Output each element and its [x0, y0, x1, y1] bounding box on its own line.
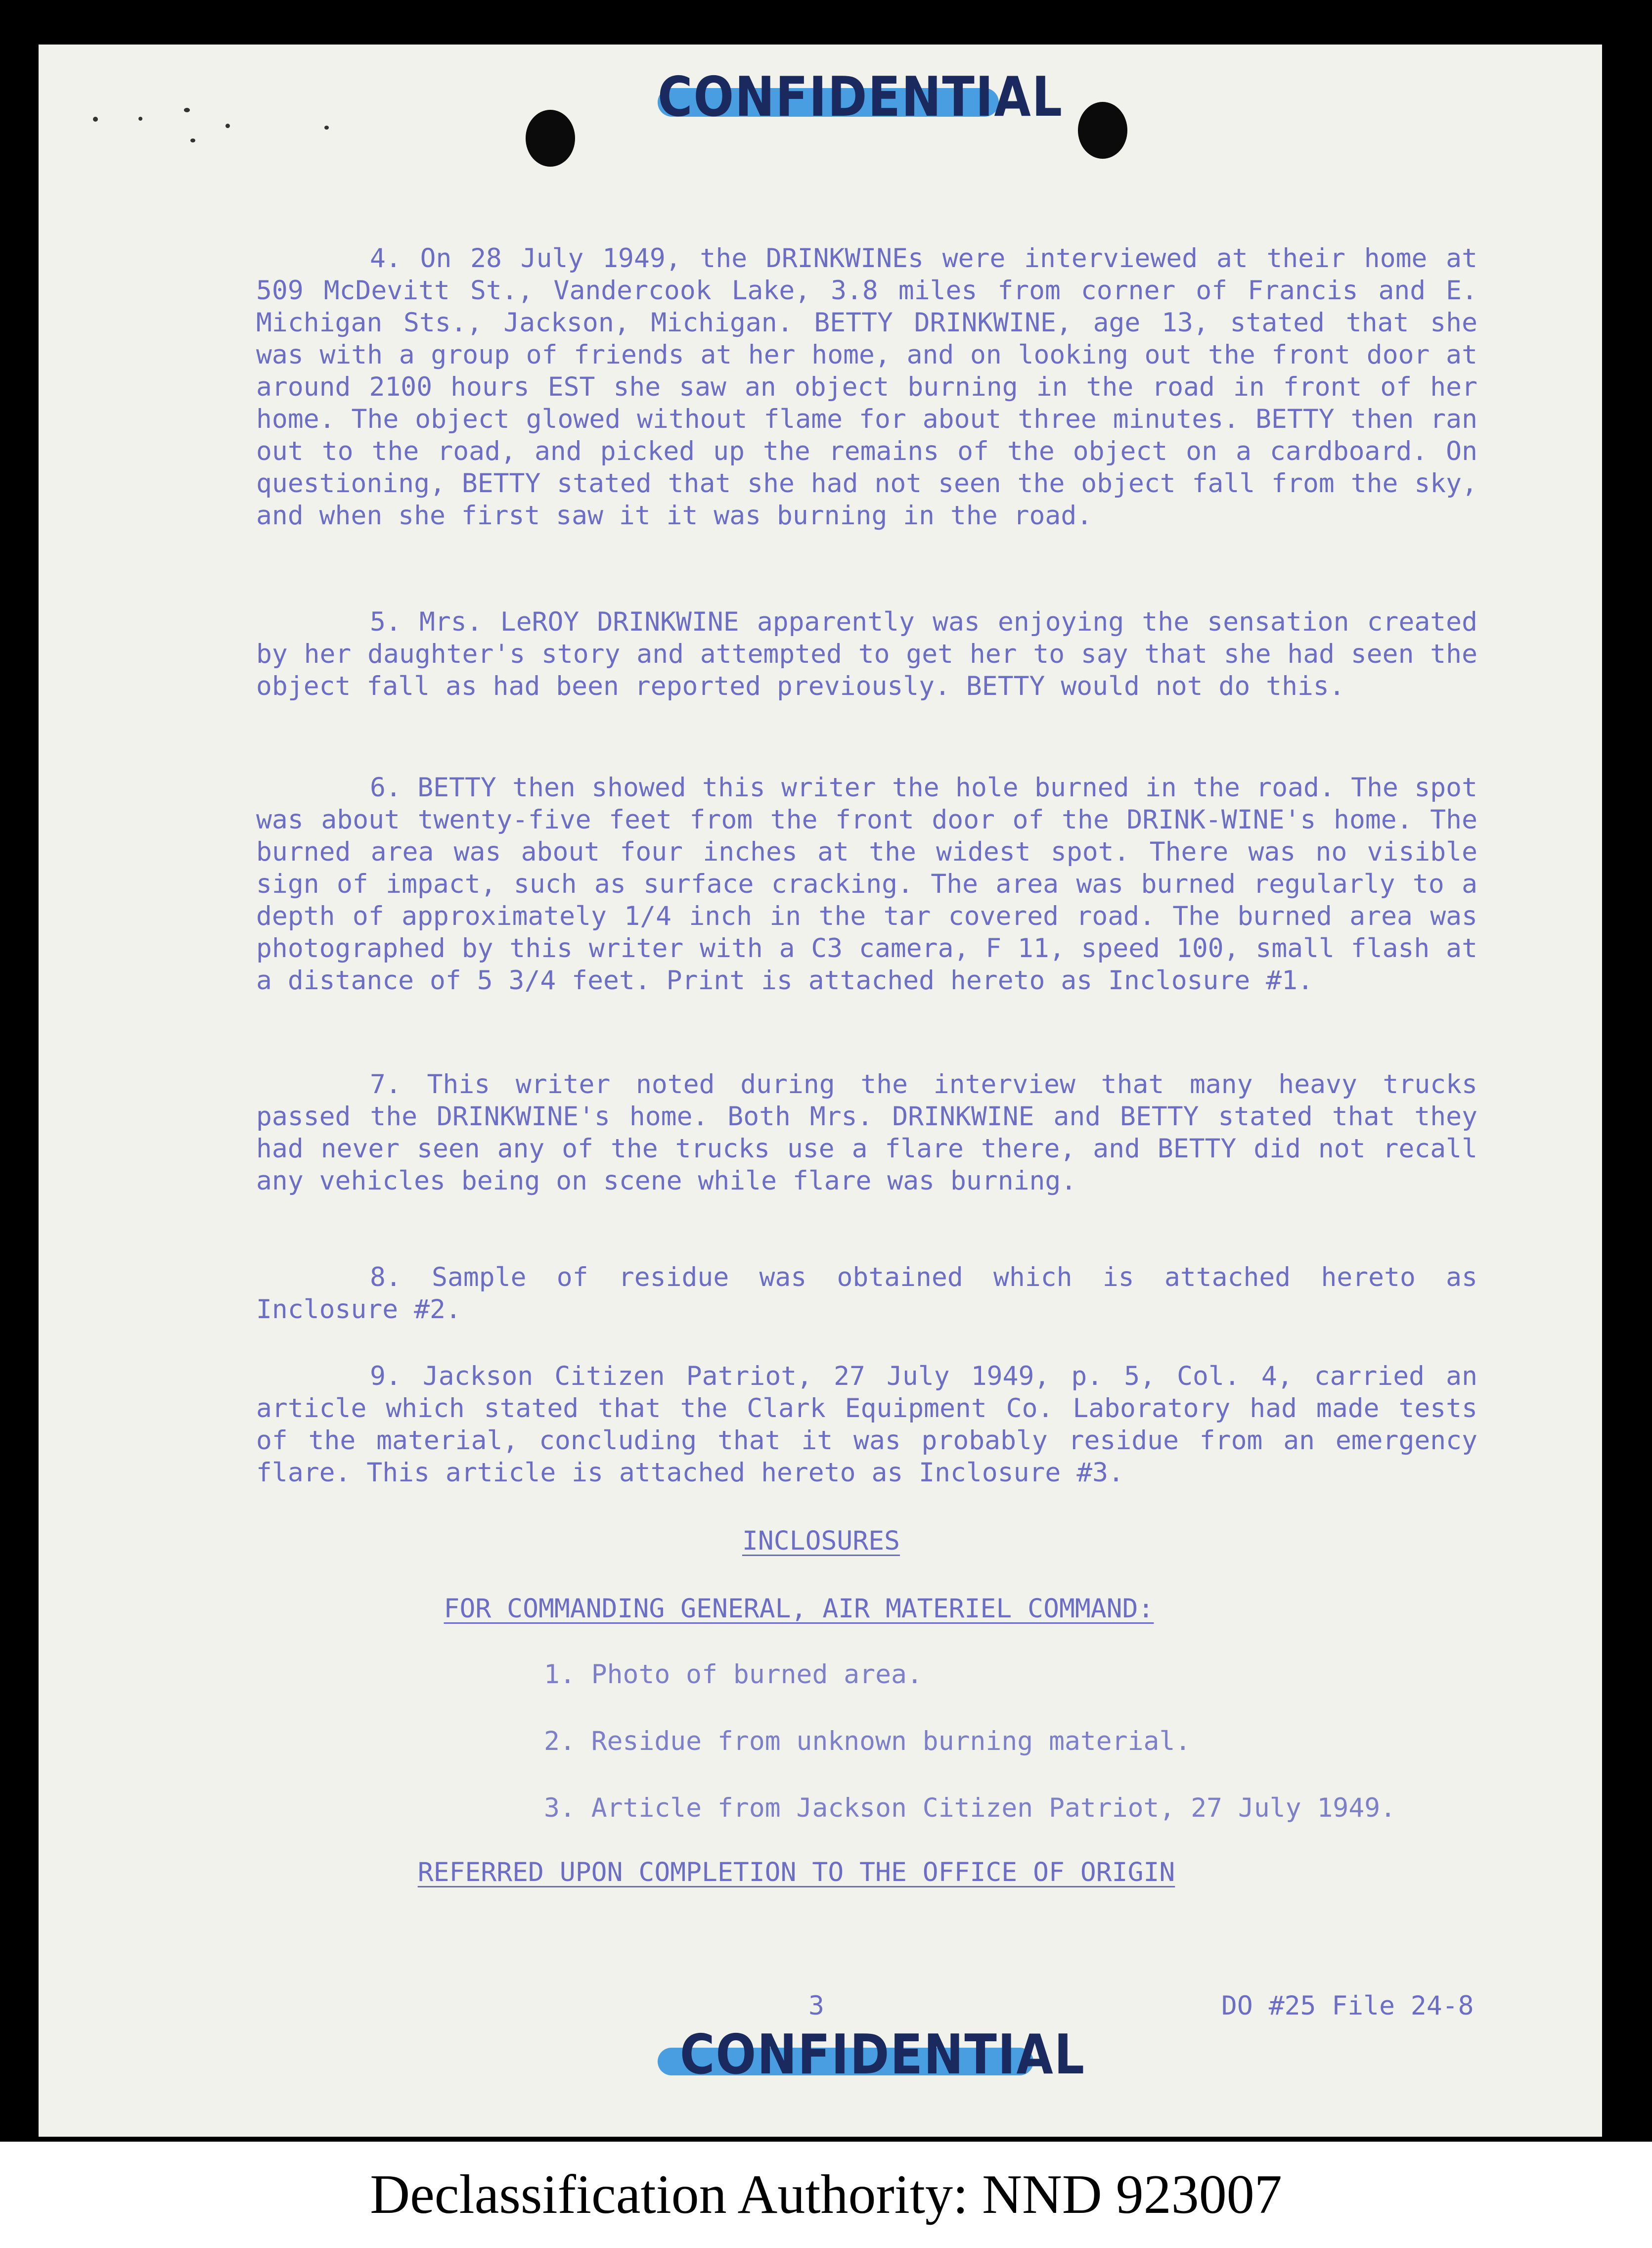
inclosure-item: 1. Photo of burned area. — [544, 1659, 923, 1690]
paragraph-7 — [256, 1068, 1477, 1197]
paragraph-8 — [256, 1261, 1477, 1326]
inclosure-item: 2. Residue from unknown burning material. — [544, 1726, 1191, 1756]
paragraph-text: 9. Jackson Citizen Patriot, 27 July 1949, p. 5, Col. 4, carried an article which stated that the Clark Equipment Co. Laboratory had made tests of the material, concluding that it was probably residue from an emergency flare. This article is attached hereto as Inclosure #3. — [256, 1361, 1477, 1488]
referred-line — [0, 1857, 1622, 1887]
confidential-stamp-bottom: CONFIDENTIAL — [680, 2022, 1085, 2087]
file-reference: DO #25 File 24-8 — [1221, 1991, 1474, 2021]
paragraph-text: 7. This writer noted during the interview that many heavy trucks passed the DRINKWINE's home. Both Mrs. DRINKWINE and BETTY stated that they had never seen any of the trucks use a flare there, and BETTY did not recall any vehicles being on scene while flare was burning. — [256, 1069, 1477, 1196]
page-number: 3 — [808, 1991, 824, 2021]
paragraph-4 — [256, 242, 1477, 532]
inclosures-heading-text: INCLOSURES — [742, 1526, 900, 1556]
punch-hole-left — [526, 110, 575, 167]
paragraph-text: 8. Sample of residue was obtained which is attached hereto as Inclosure #2. — [256, 1262, 1477, 1325]
inclosure-item: 3. Article from Jackson Citizen Patriot, 27 July 1949. — [544, 1793, 1396, 1823]
paper-speck — [138, 117, 142, 121]
paper-speck — [324, 126, 329, 130]
paragraph-9 — [256, 1360, 1477, 1489]
for-commanding-general — [0, 1594, 1625, 1624]
inclosures-heading — [0, 1526, 1647, 1556]
for-commanding-general-text: FOR COMMANDING GENERAL, AIR MATERIEL COMMAND: — [444, 1594, 1154, 1624]
paragraph-text: 4. On 28 July 1949, the DRINKWINEs were interviewed at their home at 509 McDevitt St., Vandercook Lake, 3.8 miles from corner of Francis and E. Michigan Sts., Jackson, Michigan. BETTY DRINKWINE, age 13, stated that she was with a group of friends at her home, and on looking out the front door at around 2100 hours EST she saw an object burning in the road in front of her home. The object glowed without flame for about three minutes. BETTY then ran out to the road, and picked up the remains of the object on a cardboard. On questioning, BETTY stated that she had not seen the object fall from the sky, and when she first saw it it was burning in the road. — [256, 243, 1477, 531]
caption-band — [0, 2142, 1652, 2248]
paragraph-5 — [256, 606, 1477, 702]
declassification-caption: Declassification Authority: NND 923007 — [370, 2164, 1282, 2225]
paragraph-text: 5. Mrs. LeROY DRINKWINE apparently was enjoying the sensation created by her daughter's story and attempted to get her to say that she had seen the object fall as had been reported previously. BETTY would not do this. — [256, 607, 1477, 701]
paper-speck — [93, 117, 98, 122]
confidential-stamp-top: CONFIDENTIAL — [658, 65, 1063, 129]
referred-text: REFERRED UPON COMPLETION TO THE OFFICE OF ORIGIN — [417, 1857, 1175, 1887]
paragraph-6 — [256, 772, 1477, 997]
paper-speck — [225, 124, 230, 128]
paragraph-text: 6. BETTY then showed this writer the hole burned in the road. The spot was about twenty-five feet from the front door of the DRINK-WINE's home. The burned area was about four inches at the widest spot. There was no visible sign of impact, such as surface cracking. The area was burned regularly to a depth of approximately 1/4 inch in the tar covered road. The burned area was photographed by this writer with a C3 camera, F 11, speed 100, small flash at a distance of 5 3/4 feet. Print is attached hereto as Inclosure #1. — [256, 773, 1477, 996]
paper-speck — [184, 108, 190, 112]
paper-speck — [190, 138, 195, 142]
punch-hole-right — [1078, 102, 1127, 159]
